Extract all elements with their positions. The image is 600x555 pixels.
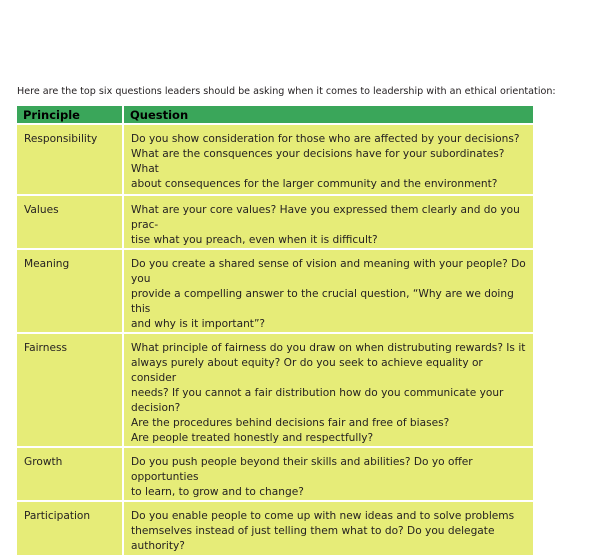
header-question: Question xyxy=(123,106,533,124)
question-cell xyxy=(123,501,533,555)
question-line: What principle of fairness do you draw on when distrubuting rewards? Is it xyxy=(131,342,526,354)
question-cell xyxy=(123,195,533,249)
table-header-row xyxy=(17,106,533,124)
question-line: themselves instead of just telling them what to do? Do you delegate authority? xyxy=(131,525,495,552)
question-line: needs? If you cannot a fair distribution how do you communicate your decision? xyxy=(131,387,504,414)
principle-cell: Values xyxy=(17,195,123,249)
principles-table xyxy=(17,106,533,555)
question-line: Are the procedures behind decisions fair and free of biases? xyxy=(131,417,450,429)
principle-cell: Growth xyxy=(17,447,123,501)
principle-cell: Fairness xyxy=(17,333,123,447)
question-line: and why is it important”? xyxy=(131,318,266,330)
question-line: always purely about equity? Or do you seek to achieve equality or consider xyxy=(131,357,483,384)
question-line: Are people treated honestly and respectfully? xyxy=(131,432,374,444)
question-line: What are the consquences your decisions have for your subordinates? What xyxy=(131,148,505,175)
question-line: Do you push people beyond their skills and abilities? Do yo offer opportunties xyxy=(131,456,473,483)
question-cell xyxy=(123,124,533,195)
question-cell xyxy=(123,333,533,447)
principle-cell: Meaning xyxy=(17,249,123,333)
question-line: Do you show consideration for those who are affected by your decisions? xyxy=(131,133,520,145)
question-line: to learn, to grow and to change? xyxy=(131,486,304,498)
question-cell xyxy=(123,249,533,333)
table-row xyxy=(17,195,533,249)
question-line: about consequences for the larger community and the environment? xyxy=(131,178,498,190)
question-line: Do you create a shared sense of vision and meaning with your people? Do you xyxy=(131,258,526,285)
table-row xyxy=(17,447,533,501)
question-line: What are your core values? Have you expressed them clearly and do you prac- xyxy=(131,204,520,231)
header-principle: Principle xyxy=(17,106,123,124)
question-line: Do you enable people to come up with new ideas and to solve problems xyxy=(131,510,515,522)
question-cell xyxy=(123,447,533,501)
principle-cell: Responsibility xyxy=(17,124,123,195)
question-line: tise what you preach, even when it is difficult? xyxy=(131,234,378,246)
question-line: provide a compelling answer to the crucial question, “Why are we doing this xyxy=(131,288,514,315)
table-row xyxy=(17,501,533,555)
table-row xyxy=(17,124,533,195)
table-row xyxy=(17,249,533,333)
principle-cell: Participation xyxy=(17,501,123,555)
intro-text: Here are the top six questions leaders should be asking when it comes to leadership with an ethical orientation: xyxy=(17,86,556,97)
table-row xyxy=(17,333,533,447)
